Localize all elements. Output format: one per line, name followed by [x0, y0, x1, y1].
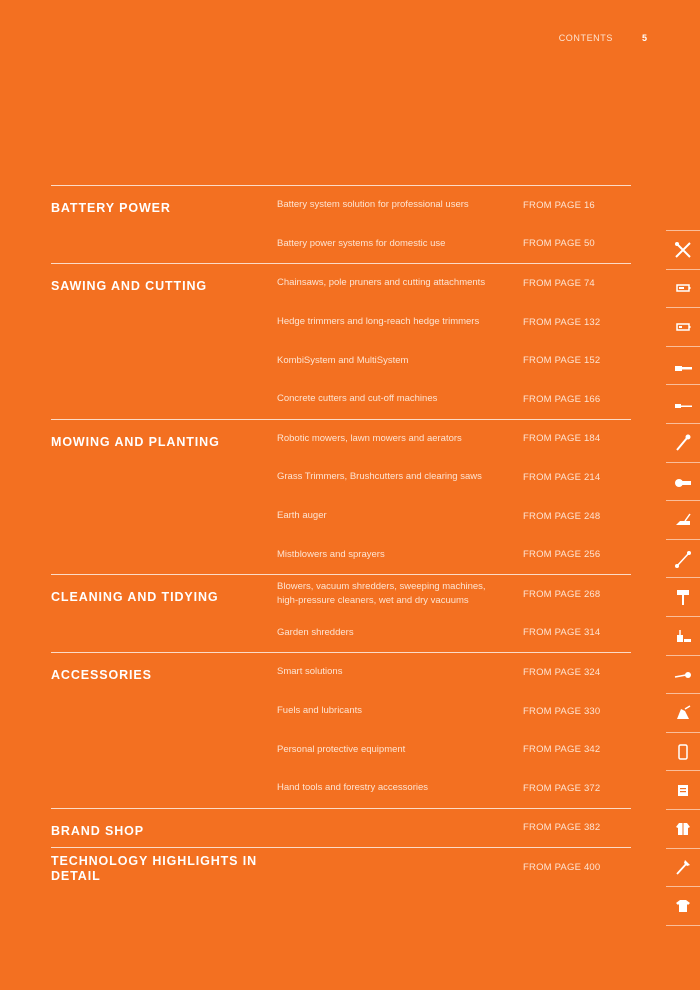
- entry-text: Grass Trimmers, Brushcutters and clearing saws: [277, 471, 482, 483]
- toc-row[interactable]: [51, 575, 631, 614]
- section-title: BATTERY POWER: [51, 201, 171, 215]
- entry-page: FROM PAGE 372: [523, 782, 601, 794]
- cutoff-saw-icon[interactable]: [666, 462, 700, 501]
- brushcutter-icon[interactable]: [666, 539, 700, 578]
- entry-page: FROM PAGE 50: [523, 238, 595, 250]
- entry-page: FROM PAGE 314: [523, 627, 601, 639]
- header-label: CONTENTS: [558, 33, 613, 43]
- entry-page: FROM PAGE 268: [523, 588, 601, 600]
- entry-page: FROM PAGE 382: [523, 822, 601, 834]
- section-title: BRAND SHOP: [51, 823, 145, 838]
- entry-text: Smart solutions: [277, 666, 343, 678]
- toc-section: [51, 808, 631, 848]
- toc-row[interactable]: [51, 614, 631, 653]
- t-shirt-icon[interactable]: [666, 886, 700, 925]
- toc-row[interactable]: [51, 769, 631, 808]
- fuel-can-icon[interactable]: [666, 770, 700, 809]
- toc-row[interactable]: [51, 341, 631, 380]
- toc-row[interactable]: [51, 809, 631, 848]
- entry-text: KombiSystem and MultiSystem: [277, 354, 409, 366]
- toc-row[interactable]: [51, 692, 631, 731]
- entry-text: Earth auger: [277, 510, 327, 522]
- protective-jacket-icon[interactable]: [666, 809, 700, 848]
- toc-row[interactable]: [51, 420, 631, 459]
- entry-page: FROM PAGE 248: [523, 510, 601, 522]
- toc-row[interactable]: [51, 380, 631, 419]
- toc-row[interactable]: [51, 653, 631, 692]
- entry-text: Hand tools and forestry accessories: [277, 782, 429, 794]
- entry-page: FROM PAGE 342: [523, 744, 601, 756]
- entry-page: FROM PAGE 324: [523, 666, 601, 678]
- entry-text: Garden shredders: [277, 626, 354, 638]
- battery-pro-icon[interactable]: [666, 269, 700, 308]
- entry-text: Battery power systems for domestic use: [277, 237, 446, 249]
- category-icon-bar: [666, 230, 700, 926]
- smartphone-icon[interactable]: [666, 732, 700, 771]
- entry-page: FROM PAGE 214: [523, 471, 601, 483]
- toc-row[interactable]: [51, 848, 631, 887]
- section-title: ACCESSORIES: [51, 668, 152, 683]
- axe-icon[interactable]: [666, 848, 700, 887]
- blower-icon[interactable]: [666, 655, 700, 694]
- toc-row[interactable]: [51, 535, 631, 574]
- section-title: TECHNOLOGY HIGHLIGHTS IN DETAIL: [51, 854, 258, 884]
- toc-section: [51, 419, 631, 574]
- entry-text: Fuels and lubricants: [277, 705, 363, 717]
- section-title: CLEANING AND TIDYING: [51, 589, 219, 604]
- mistblower-icon[interactable]: [666, 616, 700, 655]
- toc-row[interactable]: [51, 303, 631, 342]
- entry-page: FROM PAGE 74: [523, 277, 595, 289]
- entry-text: Personal protective equipment: [277, 743, 406, 755]
- entry-text: [277, 848, 507, 887]
- entry-text: Hedge trimmers and long-reach hedge trimmers: [277, 316, 480, 328]
- toc-row[interactable]: [51, 225, 631, 264]
- entry-page: FROM PAGE 166: [523, 393, 601, 405]
- toc-section: [51, 185, 631, 263]
- hedge-trimmer-icon[interactable]: [666, 384, 700, 423]
- entry-text: Mistblowers and sprayers: [277, 548, 385, 560]
- chainsaw-icon[interactable]: [666, 346, 700, 385]
- entry-page: FROM PAGE 16: [523, 199, 595, 211]
- toc-section: [51, 652, 631, 807]
- earth-auger-icon[interactable]: [666, 577, 700, 616]
- entry-page: FROM PAGE 330: [523, 705, 601, 717]
- entry-text: Chainsaws, pole pruners and cutting attachments: [277, 277, 486, 289]
- toc-section: [51, 847, 631, 887]
- icon-bar-divider: [666, 925, 700, 926]
- entry-text: [277, 809, 507, 848]
- battery-home-icon[interactable]: [666, 307, 700, 346]
- toc-row[interactable]: [51, 458, 631, 497]
- section-title: SAWING AND CUTTING: [51, 279, 208, 294]
- entry-page: FROM PAGE 400: [523, 861, 601, 873]
- toc-section: [51, 263, 631, 418]
- table-of-contents: [51, 185, 631, 887]
- entry-text: Battery system solution for professional users: [277, 199, 469, 211]
- lawn-mower-icon[interactable]: [666, 500, 700, 539]
- entry-text: Concrete cutters and cut-off machines: [277, 393, 438, 405]
- page-header: [0, 33, 700, 47]
- tools-icon[interactable]: [666, 230, 700, 269]
- entry-page: FROM PAGE 132: [523, 316, 601, 328]
- entry-page: FROM PAGE 152: [523, 355, 601, 367]
- section-title: MOWING AND PLANTING: [51, 434, 220, 449]
- toc-section: [51, 574, 631, 652]
- toc-row[interactable]: [51, 186, 631, 225]
- entry-page: FROM PAGE 184: [523, 433, 601, 445]
- multisystem-icon[interactable]: [666, 423, 700, 462]
- toc-row[interactable]: [51, 264, 631, 303]
- toc-row[interactable]: [51, 497, 631, 536]
- entry-text: Robotic mowers, lawn mowers and aerators: [277, 432, 462, 444]
- entry-page: FROM PAGE 256: [523, 549, 601, 561]
- entry-text: Blowers, vacuum shredders, sweeping machines, high-pressure cleaners, wet and dry vacuums: [277, 581, 486, 607]
- shredder-icon[interactable]: [666, 693, 700, 732]
- toc-row[interactable]: [51, 730, 631, 769]
- page-number: 5: [641, 33, 647, 43]
